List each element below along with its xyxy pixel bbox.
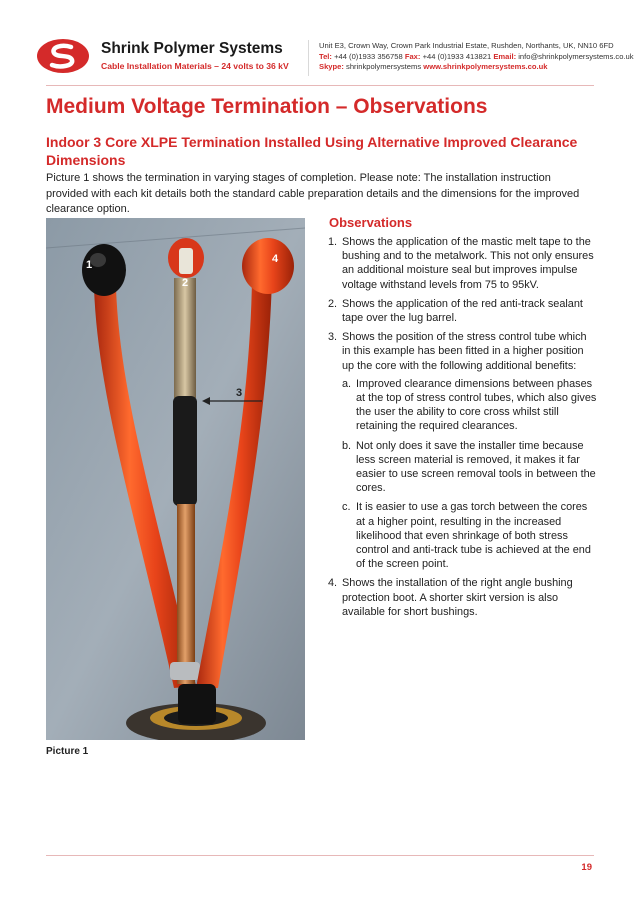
email-label: Email: [493,51,517,61]
photo-label-2: 2 [182,277,189,289]
company-name: Shrink Polymer Systems [101,40,283,57]
header-divider [308,40,309,76]
company-logo [36,38,90,74]
photo-label-3: 3 [236,387,243,399]
observations-list [329,235,597,624]
item-text: Shows the installation of the right angle bushing protection boot. A shorter skirt version is also available for short bushings. [342,577,573,618]
company-tagline: Cable Installation Materials – 24 volts to 36 kV [101,61,289,71]
intro-paragraph: Picture 1 shows the termination in varying stages of completion. Please note: The installation instruction provided with each kit details both the standard cable preparation details and the dimensions for the improved clearance option. [46,172,580,215]
tel-value: +44 (0)1933 356758 [334,51,403,61]
skype-value: shrinkpolymersystems [346,62,422,72]
tel-label: Tel: [319,51,332,61]
sub-item-letter: a. [342,377,352,390]
sub-item [342,439,597,496]
item-number: 1. [328,236,338,248]
photo-label-4: 4 [272,253,279,265]
item-number: 2. [328,297,338,310]
sub-list [342,377,597,572]
header-rule [46,85,594,86]
item-text: Shows the application of the red anti-track sealant tape over the lug barrel. [342,297,583,325]
sub-item-text: Improved clearance dimensions between phases at the top of stress control tubes, which also gives the user the ability to core cross whilst still retaining the required clearances. [356,377,597,433]
observation-item [329,330,597,571]
item-text: Shows the application of the mastic melt tape to the bushing and to the metalwork. This not only ensures an additional moisture seal but improves impulse voltage withstand levels from 75 to 95kV. [342,236,594,291]
skype-line [319,62,634,73]
address: Unit E3, Crown Way, Crown Park Industrial Estate, Rushden, Northants, UK, NN10 6FD [319,41,614,50]
website-link[interactable]: www.shrinkpolymersystems.co.uk [423,62,548,72]
sub-item-letter: b. [342,439,352,452]
sub-item [342,500,597,571]
page-subtitle: Indoor 3 Core XLPE Termination Installed Using Alternative Improved Clearance Dimensions [46,134,578,168]
observations-heading: Observations [329,215,413,230]
footer-rule [46,855,594,856]
observation-item [329,576,597,619]
sub-item-text: Not only does it save the installer time because less screen material is removed, it makes it far easier to use screen removal tools in between the cores. [356,439,596,495]
phone-line [319,52,634,63]
item-text: Shows the position of the stress control tube which in this example has been fitted in a higher position up the core with the following additional benefits: [342,331,587,372]
contact-block [319,41,634,73]
sub-item-letter: c. [342,501,351,514]
photo-label-1: 1 [86,259,93,271]
page-title: Medium Voltage Termination – Observations [46,95,488,118]
fax-value: +44 (0)1933 413821 [422,51,492,61]
observation-item [329,235,597,292]
photo-caption: Picture 1 [46,746,89,757]
skype-label: Skype: [319,62,344,72]
termination-photo [46,218,305,740]
sub-item-text: It is easier to use a gas torch between the cores at a higher point, resulting in the increased likelihood that even shrinkage of both stress control and anti-track tube is achieved at the end of the screen point. [356,501,591,571]
item-number: 3. [328,331,338,344]
page-number: 19 [581,862,592,873]
observation-item [329,297,597,325]
item-number: 4. [328,577,338,590]
sub-item [342,377,597,434]
fax-label: Fax: [404,51,421,61]
email-link[interactable]: info@shrinkpolymersystems.co.uk [518,51,634,61]
